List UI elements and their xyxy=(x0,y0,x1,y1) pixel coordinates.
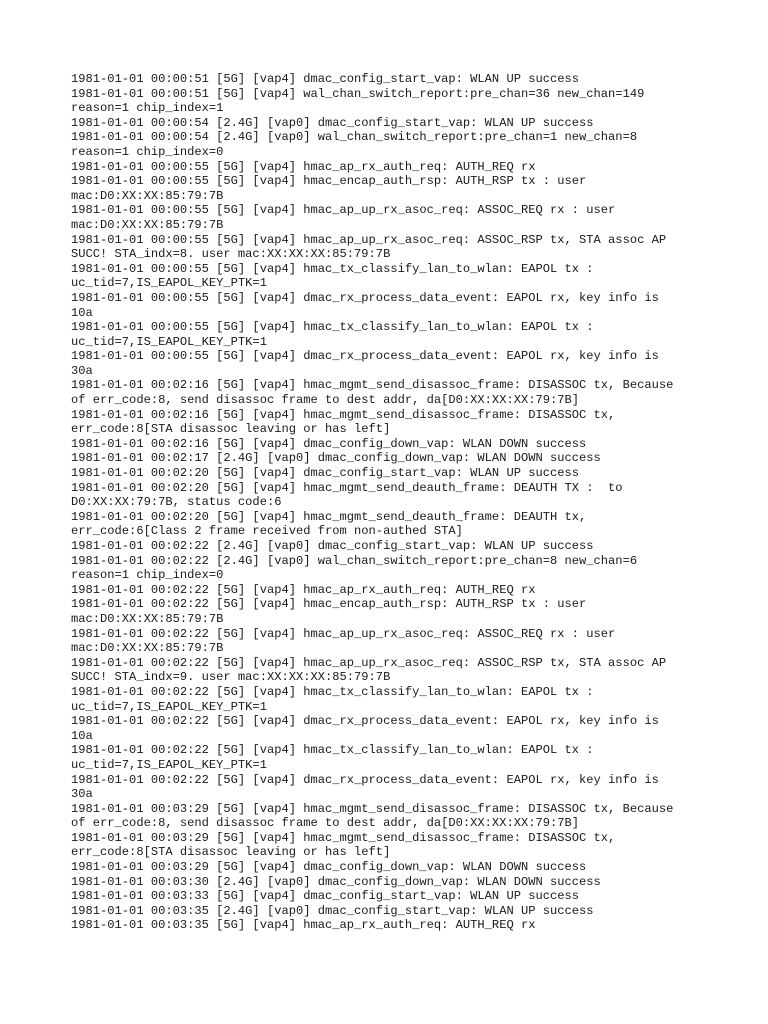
log-entry: 1981-01-01 00:02:22 [5G] [vap4] dmac_rx_process_data_event: EAPOL rx, key info is 30a xyxy=(71,772,659,802)
log-entry: 1981-01-01 00:02:16 [5G] [vap4] hmac_mgmt_send_disassoc_frame: DISASSOC tx, err_code:8[STA disassoc leaving or has left] xyxy=(71,407,616,437)
log-entry: 1981-01-01 00:02:22 [5G] [vap4] dmac_rx_process_data_event: EAPOL rx, key info is 10a xyxy=(71,714,659,743)
log-entry: 1981-01-01 00:02:22 [2.4G] [vap0] wal_chan_switch_report:pre_chan=8 new_chan=6 reason=1 chip_index=0 xyxy=(71,553,638,583)
log-entry: 1981-01-01 00:00:55 [5G] [vap4] hmac_tx_classify_lan_to_wlan: EAPOL tx : uc_tid=7,IS_EAPOL_KEY_PTK=1 xyxy=(71,261,594,291)
log-entry: 1981-01-01 00:00:51 [5G] [vap4] dmac_config_start_vap: WLAN UP success xyxy=(71,72,580,86)
log-entry: 1981-01-01 00:02:16 [5G] [vap4] dmac_config_down_vap: WLAN DOWN success xyxy=(71,436,587,451)
log-entry: 1981-01-01 00:00:55 [5G] [vap4] dmac_rx_process_data_event: EAPOL rx, key info is 10a xyxy=(71,290,659,320)
log-entry: 1981-01-01 00:02:16 [5G] [vap4] hmac_mgmt_send_disassoc_frame: DISASSOC tx, Because of err_code:8, send disassoc frame to dest addr, da[D0:XX:XX:XX:79:7B] xyxy=(71,378,674,408)
log-entry: 1981-01-01 00:00:54 [2.4G] [vap0] dmac_config_start_vap: WLAN UP success xyxy=(71,115,594,130)
log-entry: 1981-01-01 00:03:35 [5G] [vap4] hmac_ap_rx_auth_req: AUTH_REQ rx xyxy=(71,918,536,933)
log-entry: 1981-01-01 00:03:33 [5G] [vap4] dmac_config_start_vap: WLAN UP success xyxy=(71,889,580,904)
log-entry: 1981-01-01 00:00:55 [5G] [vap4] hmac_tx_classify_lan_to_wlan: EAPOL tx : uc_tid=7,IS_EAPOL_KEY_PTK=1 xyxy=(71,320,594,349)
log-entry: 1981-01-01 00:00:55 [5G] [vap4] hmac_encap_auth_rsp: AUTH_RSP tx : user mac:D0:XX:XX:85:79:7B xyxy=(71,174,587,203)
log-entry: 1981-01-01 00:03:30 [2.4G] [vap0] dmac_config_down_vap: WLAN DOWN success xyxy=(71,874,601,889)
log-entry: 1981-01-01 00:02:20 [5G] [vap4] hmac_mgmt_send_deauth_frame: DEAUTH TX : to D0:XX:XX:79:7B, status code:6 xyxy=(71,480,623,510)
log-entry: 1981-01-01 00:02:22 [5G] [vap4] hmac_tx_classify_lan_to_wlan: EAPOL tx : uc_tid=7,IS_EAPOL_KEY_PTK=1 xyxy=(71,743,594,772)
log-entry: 1981-01-01 00:02:22 [5G] [vap4] hmac_tx_classify_lan_to_wlan: EAPOL tx : uc_tid=7,IS_EAPOL_KEY_PTK=1 xyxy=(71,684,594,714)
log-entry: 1981-01-01 00:02:20 [5G] [vap4] hmac_mgmt_send_deauth_frame: DEAUTH tx, err_code:6[Class 2 frame received from non-authed STA] xyxy=(71,509,587,539)
log-entry: 1981-01-01 00:03:29 [5G] [vap4] hmac_mgmt_send_disassoc_frame: DISASSOC tx, err_code:8[STA disassoc leaving or has left] xyxy=(71,830,616,860)
log-entry: 1981-01-01 00:00:51 [5G] [vap4] wal_chan_switch_report:pre_chan=36 new_chan=149 reason=1 chip_index=1 xyxy=(71,86,645,116)
log-entry: 1981-01-01 00:02:22 [2.4G] [vap0] dmac_config_start_vap: WLAN UP success xyxy=(71,539,594,553)
log-entry: 1981-01-01 00:02:22 [5G] [vap4] hmac_ap_up_rx_asoc_req: ASSOC_REQ rx : user mac:D0:XX:XX:85:79:7B xyxy=(71,626,616,656)
log-entry: 1981-01-01 00:02:22 [5G] [vap4] hmac_encap_auth_rsp: AUTH_RSP tx : user mac:D0:XX:XX:85:79:7B xyxy=(71,597,587,626)
log-entry: 1981-01-01 00:03:29 [5G] [vap4] dmac_config_down_vap: WLAN DOWN success xyxy=(71,860,587,875)
log-entry: 1981-01-01 00:00:55 [5G] [vap4] hmac_ap_up_rx_asoc_req: ASSOC_REQ rx : user mac:D0:XX:XX:85:79:7B xyxy=(71,203,616,232)
log-entry: 1981-01-01 00:02:17 [2.4G] [vap0] dmac_config_down_vap: WLAN DOWN success xyxy=(71,451,601,466)
log-entry: 1981-01-01 00:02:22 [5G] [vap4] hmac_ap_up_rx_asoc_req: ASSOC_RSP tx, STA assoc AP SUCC! STA_indx=9. user mac:XX:XX:XX:85:79:7B xyxy=(71,655,667,685)
log-entry: 1981-01-01 00:00:54 [2.4G] [vap0] wal_chan_switch_report:pre_chan=1 new_chan=8 reason=1 chip_index=0 xyxy=(71,130,638,159)
log-entry: 1981-01-01 00:03:35 [2.4G] [vap0] dmac_config_start_vap: WLAN UP success xyxy=(71,903,594,918)
log-entry: 1981-01-01 00:00:55 [5G] [vap4] hmac_ap_up_rx_asoc_req: ASSOC_RSP tx, STA assoc AP SUCC! STA_indx=8. user mac:XX:XX:XX:85:79:7B xyxy=(71,232,667,262)
log-entry: 1981-01-01 00:00:55 [5G] [vap4] dmac_rx_process_data_event: EAPOL rx, key info is 30a xyxy=(71,349,659,378)
log-entry: 1981-01-01 00:02:22 [5G] [vap4] hmac_ap_rx_auth_req: AUTH_REQ rx xyxy=(71,582,536,597)
log-document xyxy=(71,72,711,933)
log-entry: 1981-01-01 00:00:55 [5G] [vap4] hmac_ap_rx_auth_req: AUTH_REQ rx xyxy=(71,159,536,174)
log-entry: 1981-01-01 00:02:20 [5G] [vap4] dmac_config_start_vap: WLAN UP success xyxy=(71,466,580,481)
log-entry: 1981-01-01 00:03:29 [5G] [vap4] hmac_mgmt_send_disassoc_frame: DISASSOC tx, Because of err_code:8, send disassoc frame to dest addr, da[D0:XX:XX:XX:79:7B] xyxy=(71,801,674,831)
